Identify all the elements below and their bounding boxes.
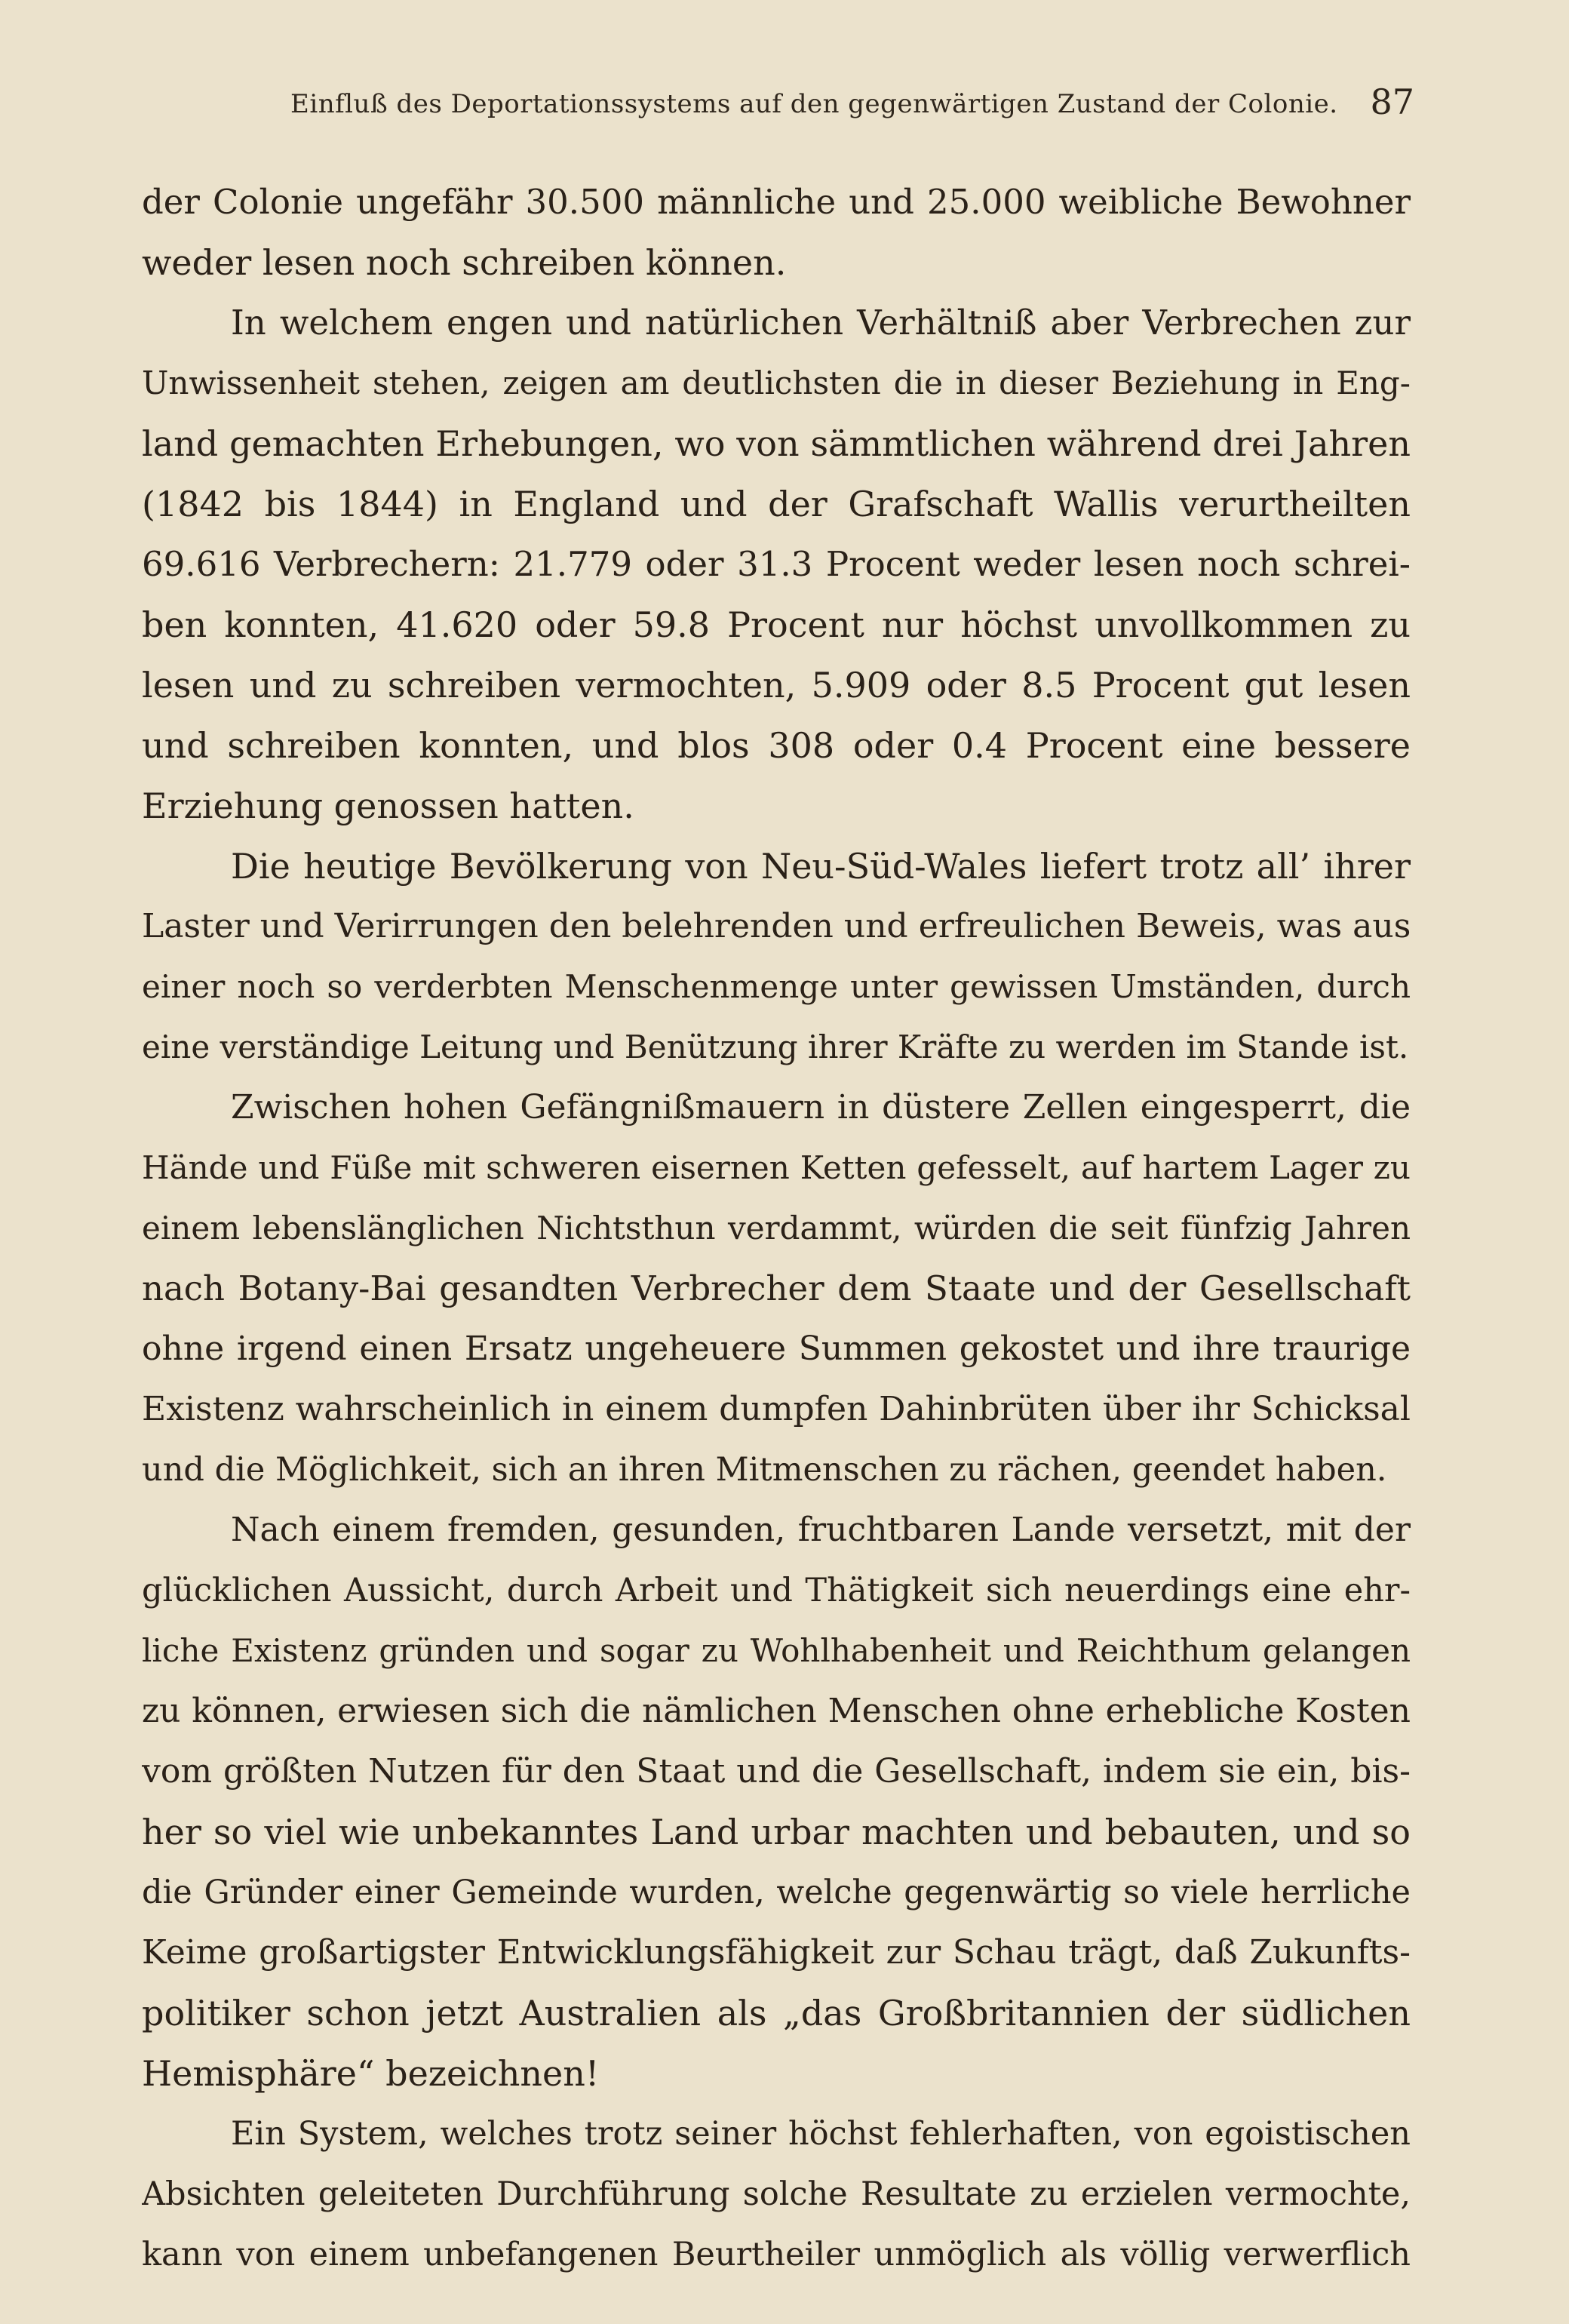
text-line: In welchem engen und natürlichen Verhältniß aber Verbrechen zur xyxy=(231,303,1411,343)
text-line: einem lebenslänglichen Nichtsthun verdammt, würden die seit fünfzig Jahren xyxy=(142,1210,1411,1247)
text-line: Unwissenheit stehen, zeigen am deutlichsten die in dieser Beziehung in Eng- xyxy=(142,364,1411,401)
text-line: Erziehung genossen hatten. xyxy=(142,785,634,826)
text-line: und schreiben konnten, und blos 308 oder 0.4 Procent eine bessere xyxy=(142,725,1411,766)
text-line: vom größten Nutzen für den Staat und die Gesellschaft, indem sie ein, bis- xyxy=(142,1752,1411,1791)
text-line: Absichten geleiteten Durchführung solche Resultate zu erzielen vermochte, xyxy=(142,2175,1411,2213)
text-line: Hemisphäre“ bezeichnen! xyxy=(142,2053,600,2094)
text-line: her so viel wie unbekanntes Land urbar machten und bebauten, und so xyxy=(142,1812,1411,1852)
text-line: land gemachten Erhebungen, wo von sämmtlichen während drei Jahren xyxy=(142,423,1411,464)
text-line: einer noch so verderbten Menschenmenge unter gewissen Umständen, durch xyxy=(142,968,1411,1005)
text-line: weder lesen noch schreiben können. xyxy=(142,242,787,283)
text-line: die Gründer einer Gemeinde wurden, welche gegenwärtig so viele herrliche xyxy=(142,1874,1411,1911)
paragraph xyxy=(142,2104,1411,2285)
paragraph xyxy=(142,293,1411,836)
paragraph xyxy=(142,172,1411,293)
text-line: und die Möglichkeit, sich an ihren Mitmenschen zu rächen, geendet haben. xyxy=(142,1451,1387,1489)
paragraph xyxy=(142,1077,1411,1500)
text-line: Die heutige Bevölkerung von Neu-Süd-Wales liefert trotz all’ ihrer xyxy=(231,846,1411,887)
page-number: 87 xyxy=(1370,81,1414,122)
text-line: zu können, erwiesen sich die nämlichen Menschen ohne erhebliche Kosten xyxy=(142,1692,1411,1730)
text-line: Laster und Verirrungen den belehrenden und erfreulichen Beweis, was aus xyxy=(142,907,1411,945)
text-line: Hände und Füße mit schweren eisernen Ketten gefesselt, auf hartem Lager zu xyxy=(142,1149,1411,1186)
text-line: kann von einem unbefangenen Beurtheiler unmöglich als völlig verwerflich xyxy=(142,2236,1411,2273)
text-line: eine verständige Leitung und Benützung ihrer Kräfte zu werden im Stande ist. xyxy=(142,1028,1409,1065)
text-line: Ein System, welches trotz seiner höchst fehlerhaften, von egoistischen xyxy=(231,2115,1411,2153)
text-line: der Colonie ungefähr 30.500 männliche und 25.000 weibliche Bewohner xyxy=(142,182,1411,222)
text-line: liche Existenz gründen und sogar zu Wohlhabenheit und Reichthum gelangen xyxy=(142,1632,1411,1669)
text-line: Existenz wahrscheinlich in einem dumpfen Dahinbrüten über ihr Schicksal xyxy=(142,1390,1411,1428)
paragraph xyxy=(142,1500,1411,2104)
text-line: lesen und zu schreiben vermochten, 5.909 oder 8.5 Procent gut lesen xyxy=(142,665,1411,706)
body-text xyxy=(142,172,1411,2285)
text-line: Zwischen hohen Gefängnißmauern in düstere Zellen eingesperrt, die xyxy=(231,1088,1411,1127)
text-line: nach Botany-Bai gesandten Verbrecher dem Staate und der Gesellschaft xyxy=(142,1268,1411,1308)
text-line: 69.616 Verbrechern: 21.779 oder 31.3 Procent weder lesen noch schrei- xyxy=(142,544,1411,584)
text-line: ohne irgend einen Ersatz ungeheuere Summen gekostet und ihre traurige xyxy=(142,1330,1411,1368)
text-line: (1842 bis 1844) in England und der Grafschaft Wallis verurtheilten xyxy=(142,484,1411,524)
paragraph xyxy=(142,836,1411,1077)
text-line: Nach einem fremden, gesunden, fruchtbaren Lande versetzt, mit der xyxy=(231,1511,1411,1549)
text-line: Keime großartigster Entwicklungsfähigkeit zur Schau trägt, daß Zukunfts- xyxy=(142,1933,1411,1972)
running-head: Einfluß des Deportationssystems auf den gegenwärtigen Zustand der Colonie. xyxy=(290,89,1338,119)
text-line: politiker schon jetzt Australien als „das Großbritannien der südlichen xyxy=(142,1993,1411,2034)
text-line: ben konnten, 41.620 oder 59.8 Procent nur höchst unvollkommen zu xyxy=(142,604,1411,645)
text-line: glücklichen Aussicht, durch Arbeit und Thätigkeit sich neuerdings eine ehr- xyxy=(142,1572,1411,1609)
